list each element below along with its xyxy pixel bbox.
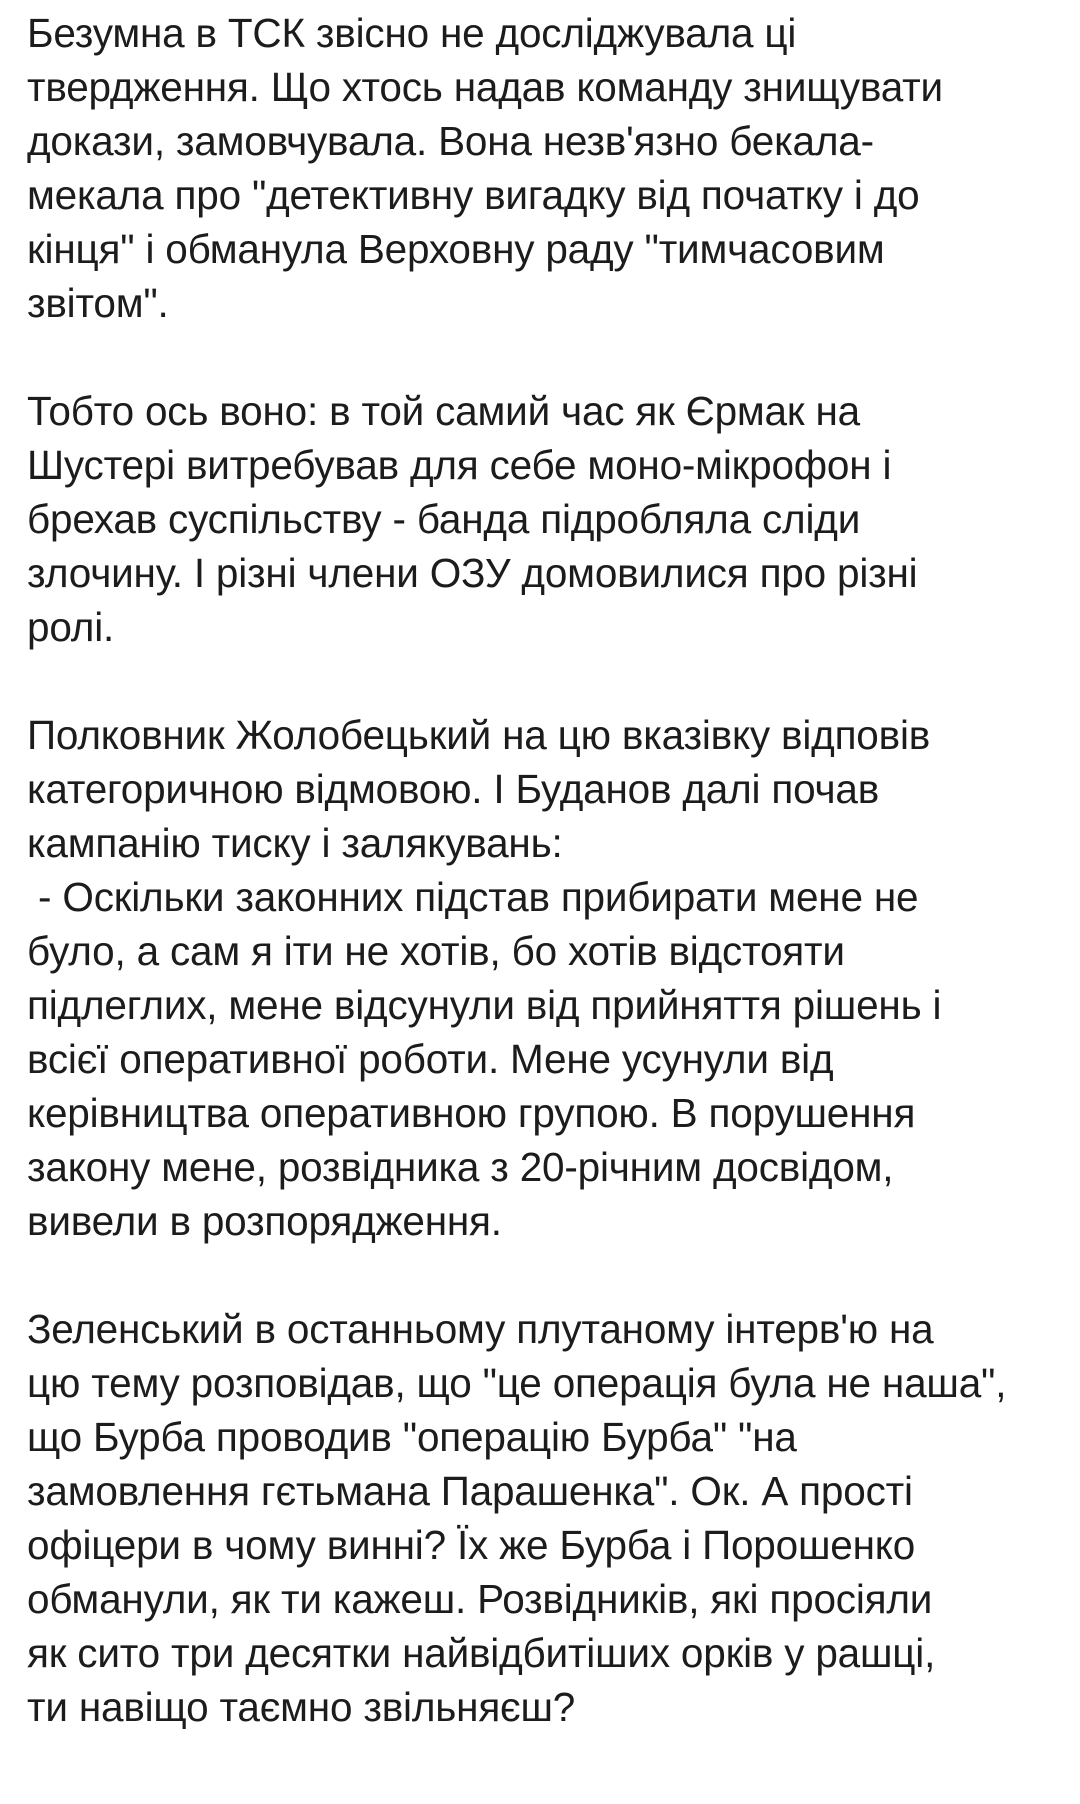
text-line: звітом". — [27, 280, 169, 326]
text-line: злочину. І різні члени ОЗУ домовилися про різні — [27, 550, 918, 596]
text-line: як сито три десятки найвідбитіших орків у рашці, — [27, 1630, 936, 1676]
text-line: ти навіщо таємно звільняєш? — [27, 1684, 576, 1730]
quote-line: - Оскільки законних підстав прибирати мене не — [27, 874, 919, 920]
quote-line: всієї оперативної роботи. Мене усунули від — [27, 1036, 834, 1082]
text-line: кінця" і обманула Верховну раду "тимчасовим — [27, 226, 885, 272]
text-line: мекала про "детективну вигадку від початку і до — [27, 172, 920, 218]
paragraph-4 — [27, 1302, 1056, 1734]
text-line: обманули, як ти кажеш. Розвідників, які просіяли — [27, 1576, 933, 1622]
text-line: брехав суспільству - банда підробляла сліди — [27, 496, 861, 542]
text-line: Безумна в ТСК звісно не досліджувала ці — [27, 10, 797, 56]
text-line: Полковник Жолобецький на цю вказівку відповів — [27, 712, 931, 758]
quote-line: було, а сам я іти не хотів, бо хотів відстояти — [27, 928, 845, 974]
text-line: кампанію тиску і залякувань: — [27, 820, 563, 866]
paragraph-1 — [27, 6, 1056, 330]
text-line: Зеленський в останньому плутаному інтерв'ю на — [27, 1306, 934, 1352]
paragraph-2 — [27, 384, 1056, 654]
quote-line: закону мене, розвідника з 20-річним досвідом, — [27, 1144, 894, 1190]
text-line: цю тему розповідав, що "це операція була не наша", — [27, 1360, 1007, 1406]
text-line: що Бурба проводив "операцію Бурба" "на — [27, 1414, 797, 1460]
text-line: замовлення гєтьмана Парашенка". Ок. А прості — [27, 1468, 913, 1514]
text-line: твердження. Що хтось надав команду знищувати — [27, 64, 943, 110]
paragraph-3 — [27, 708, 1056, 1248]
text-line: Тобто ось воно: в той самий час як Єрмак на — [27, 388, 860, 434]
quote-line: підлеглих, мене відсунули від прийняття рішень і — [27, 982, 942, 1028]
text-line: категоричною відмовою. І Буданов далі почав — [27, 766, 880, 812]
text-line: офіцери в чому винні? Їх же Бурба і Порошенко — [27, 1522, 916, 1568]
text-line: Шустері витребував для себе моно-мікрофон і — [27, 442, 892, 488]
quote-line: керівництва оперативною групою. В порушення — [27, 1090, 916, 1136]
text-line: ролі. — [27, 604, 115, 650]
text-line: докази, замовчувала. Вона незв'язно бекала- — [27, 118, 874, 164]
quote-line: вивели в розпорядження. — [27, 1198, 502, 1244]
